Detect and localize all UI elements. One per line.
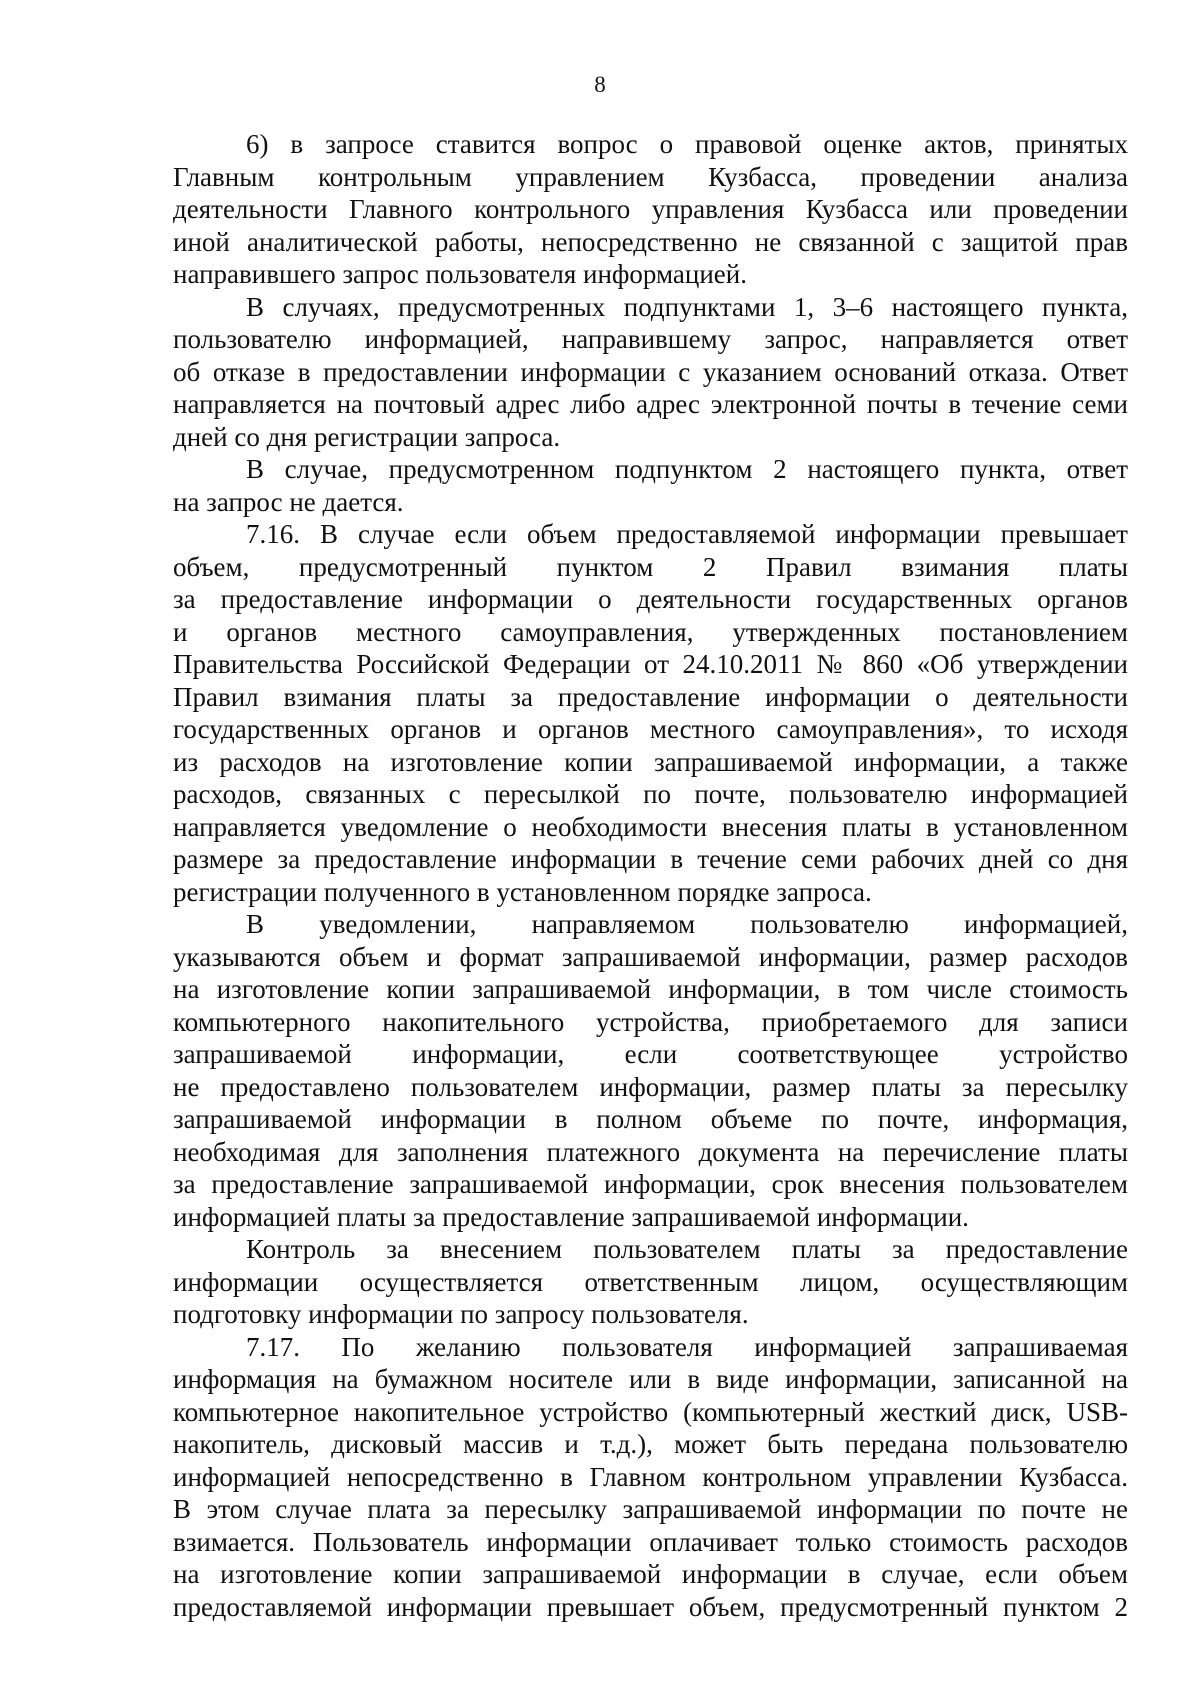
text-line: запрашиваемой информации в полном объеме по почте, информация, xyxy=(173,1104,1128,1134)
text-line: взимается. Пользователь информации оплачивает только стоимость расходов xyxy=(173,1526,1128,1557)
text-line: запрашиваемой информации, если соответствующее устройство xyxy=(173,1039,1128,1069)
text-line: и органов местного самоуправления, утвержденных постановлением xyxy=(173,616,1128,647)
text-line: государственных органов и органов местного самоуправления», то исходя xyxy=(173,714,1128,744)
text-line: компьютерное накопительное устройство (компьютерный жесткий диск, USB- xyxy=(173,1396,1128,1427)
text-line: на запрос не дается. xyxy=(173,486,404,517)
text-line: В уведомлении, направляемом пользователю информацией, xyxy=(246,909,1128,939)
page-number: 8 xyxy=(594,72,606,97)
text-line: иной аналитической работы, непосредственно не связанной с защитой прав xyxy=(173,226,1128,257)
text-line: объем, предусмотренный пунктом 2 Правил взимания платы xyxy=(173,551,1128,582)
text-line: В случае, предусмотренном подпунктом 2 настоящего пункта, ответ xyxy=(246,454,1128,484)
text-line: регистрации полученного в установленном порядке запроса. xyxy=(173,876,872,907)
text-line: В этом случае плата за пересылку запрашиваемой информации по почте не xyxy=(173,1494,1128,1524)
text-line: компьютерного накопительного устройства, приобретаемого для записи xyxy=(173,1006,1128,1037)
text-line: необходимая для заполнения платежного документа на перечисление платы xyxy=(173,1136,1128,1167)
text-line: Контроль за внесением пользователем платы за предоставление xyxy=(246,1234,1128,1264)
text-line: 6) в запросе ставится вопрос о правовой оценке актов, принятых xyxy=(246,129,1128,159)
text-line: Правительства Российской Федерации от 24.10.2011 № 860 «Об утверждении xyxy=(173,649,1128,679)
text-line: В случаях, предусмотренных подпунктами 1, 3–6 настоящего пункта, xyxy=(246,291,1128,322)
text-line: информацией платы за предоставление запрашиваемой информации. xyxy=(173,1201,969,1232)
text-line: деятельности Главного контрольного управления Кузбасса или проведении xyxy=(173,194,1128,224)
text-line: информации осуществляется ответственным лицом, осуществляющим xyxy=(173,1266,1128,1297)
text-line: 7.17. По желанию пользователя информацией запрашиваемая xyxy=(246,1331,1128,1362)
text-line: не предоставлено пользователем информации, размер платы за пересылку xyxy=(173,1071,1128,1102)
text-line: расходов, связанных с пересылкой по почте, пользователю информацией xyxy=(173,779,1128,809)
text-line: за предоставление запрашиваемой информации, срок внесения пользователем xyxy=(173,1169,1128,1199)
text-line: направившего запрос пользователя информацией. xyxy=(173,259,747,289)
text-line: подготовку информации по запросу пользователя. xyxy=(173,1299,749,1329)
text-line: пользователю информацией, направившему запрос, направляется ответ xyxy=(173,324,1128,354)
text-line: дней со дня регистрации запроса. xyxy=(173,421,561,452)
text-line: указываются объем и формат запрашиваемой информации, размер расходов xyxy=(173,941,1128,972)
text-line: предоставляемой информации превышает объем, предусмотренный пунктом 2 xyxy=(173,1591,1128,1622)
document-body xyxy=(173,128,1128,1623)
text-line: Правил взимания платы за предоставление информации о деятельности xyxy=(173,681,1128,712)
text-line: на изготовление копии запрашиваемой информации в случае, если объем xyxy=(173,1559,1128,1589)
text-line: накопитель, дисковый массив и т.д.), может быть передана пользователю xyxy=(173,1429,1128,1459)
text-line: направляется уведомление о необходимости внесения платы в установленном xyxy=(173,811,1128,842)
text-line: размере за предоставление информации в течение семи рабочих дней со дня xyxy=(173,844,1128,874)
text-line: 7.16. В случае если объем предоставляемой информации превышает xyxy=(246,519,1128,549)
text-line: из расходов на изготовление копии запрашиваемой информации, а также xyxy=(173,746,1128,777)
text-line: об отказе в предоставлении информации с указанием оснований отказа. Ответ xyxy=(173,356,1128,387)
text-line: за предоставление информации о деятельности государственных органов xyxy=(173,584,1128,614)
text-line: на изготовление копии запрашиваемой информации, в том числе стоимость xyxy=(173,974,1128,1004)
text-line: Главным контрольным управлением Кузбасса, проведении анализа xyxy=(173,161,1128,192)
text-line: информация на бумажном носителе или в виде информации, записанной на xyxy=(173,1364,1128,1394)
text-line: информацией непосредственно в Главном контрольном управлении Кузбасса. xyxy=(173,1461,1128,1492)
text-line: направляется на почтовый адрес либо адрес электронной почты в течение семи xyxy=(173,389,1128,419)
